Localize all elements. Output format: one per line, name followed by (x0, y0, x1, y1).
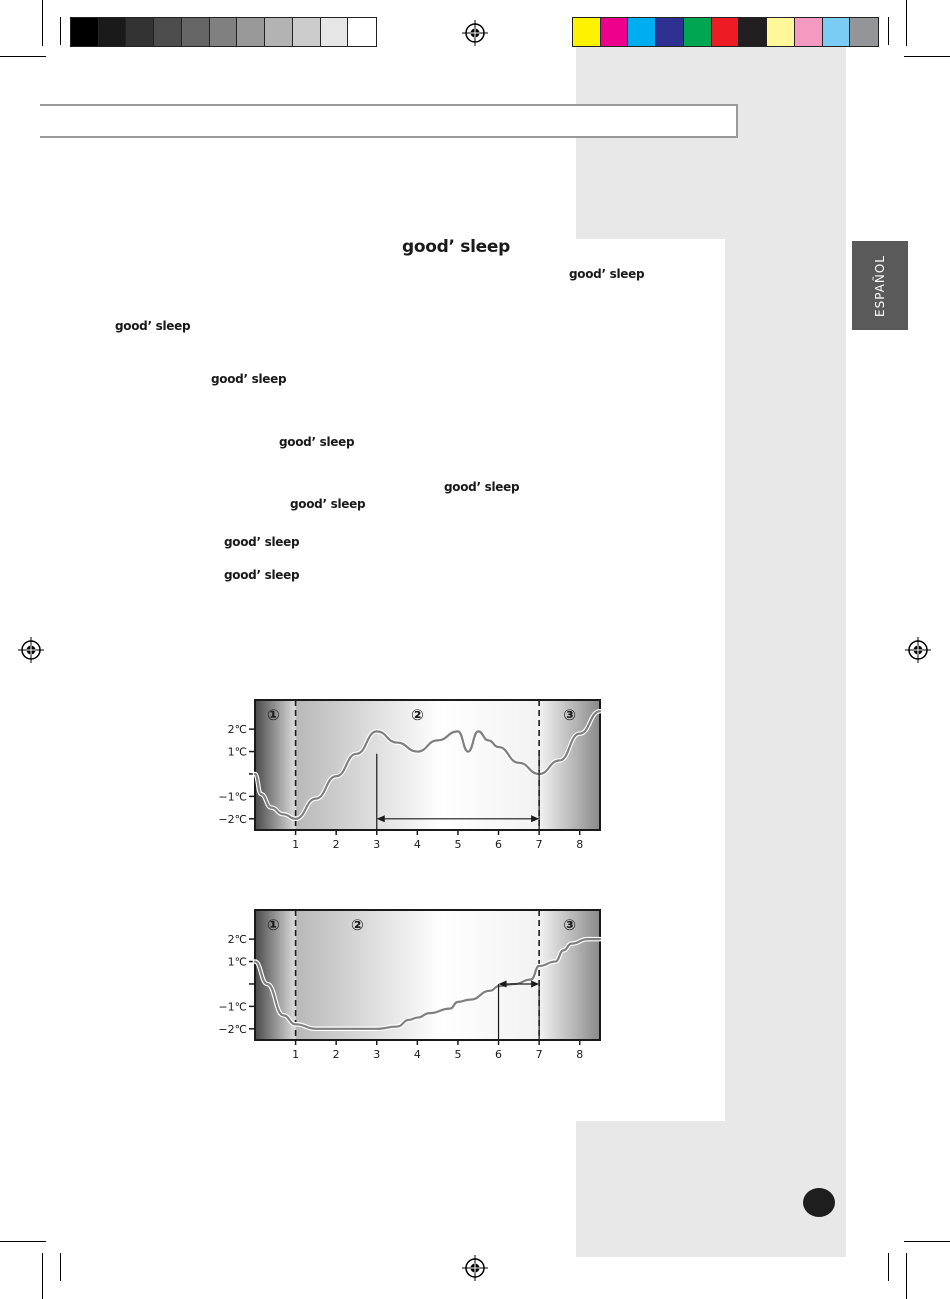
y-tick-label: 1℃ (227, 745, 247, 759)
y-tick-label: 1℃ (227, 955, 247, 969)
x-tick-label: 8 (576, 838, 584, 851)
color-swatch (767, 18, 795, 46)
phase-label: ② (351, 916, 364, 934)
good-sleep-term: good’ sleep (569, 267, 645, 281)
color-swatch (154, 18, 182, 46)
registration-target-icon (18, 637, 44, 663)
color-swatch (237, 18, 265, 46)
good-sleep-term: good’ sleep (290, 497, 366, 511)
x-tick-label: 6 (495, 838, 503, 851)
color-swatch (321, 18, 349, 46)
crop-mark (906, 1253, 907, 1299)
x-tick-label: 2 (332, 1048, 340, 1061)
good-sleep-term: good’ sleep (279, 435, 355, 449)
crop-mark (888, 1253, 889, 1281)
x-tick-label: 4 (413, 1048, 421, 1061)
crop-mark (42, 0, 43, 46)
y-tick-label: 2℃ (227, 723, 247, 737)
phase-label: ③ (563, 916, 576, 934)
x-tick-label: 4 (413, 838, 421, 851)
sleep-temperature-chart-heating (210, 900, 610, 1065)
x-tick-label: 8 (576, 1048, 584, 1061)
crop-mark (904, 1241, 950, 1242)
margin-panel (576, 47, 846, 239)
y-tick-label: −2℃ (218, 812, 247, 826)
x-tick-label: 2 (332, 838, 340, 851)
color-swatch (795, 18, 823, 46)
crop-mark (60, 17, 61, 45)
y-tick-label: −1℃ (218, 790, 247, 804)
language-tab-label: ESPAÑOL (873, 254, 887, 317)
crop-mark (906, 0, 907, 46)
x-tick-label: 1 (292, 838, 300, 851)
crop-mark (42, 1253, 43, 1299)
color-swatch (265, 18, 293, 46)
color-swatch (71, 18, 99, 46)
grayscale-color-bar (70, 17, 377, 47)
phase-label: ③ (563, 706, 576, 724)
color-swatch (684, 18, 712, 46)
phase-label: ② (411, 706, 424, 724)
crop-mark (0, 1241, 46, 1242)
margin-panel (576, 1121, 846, 1257)
section-title-bar (40, 104, 738, 138)
x-tick-label: 3 (373, 1048, 381, 1061)
registration-target-icon (905, 637, 931, 663)
x-tick-label: 5 (454, 1048, 462, 1061)
color-swatch (126, 18, 154, 46)
x-tick-label: 7 (535, 1048, 543, 1061)
color-swatch (293, 18, 321, 46)
color-swatch (628, 18, 656, 46)
color-swatch (850, 18, 878, 46)
good-sleep-term: good’ sleep (224, 568, 300, 582)
good-sleep-heading: good’ sleep (402, 237, 510, 257)
color-swatch (210, 18, 238, 46)
x-tick-label: 1 (292, 1048, 300, 1061)
x-tick-label: 3 (373, 838, 381, 851)
crop-mark (904, 56, 950, 57)
color-swatch (182, 18, 210, 46)
margin-panel (725, 239, 846, 1121)
process-color-bar (572, 17, 879, 47)
color-swatch (712, 18, 740, 46)
page-number-marker (803, 1188, 835, 1217)
crop-mark (888, 17, 889, 45)
sleep-temperature-chart-cooling (210, 690, 610, 855)
color-swatch (739, 18, 767, 46)
y-tick-label: −1℃ (218, 1000, 247, 1014)
good-sleep-term: good’ sleep (224, 535, 300, 549)
x-tick-label: 5 (454, 838, 462, 851)
y-tick-label: −2℃ (218, 1022, 247, 1036)
registration-target-icon (462, 1255, 488, 1281)
phase-label: ① (266, 916, 280, 934)
registration-target-icon (462, 20, 488, 46)
color-swatch (656, 18, 684, 46)
color-swatch (601, 18, 629, 46)
color-swatch (573, 18, 601, 46)
good-sleep-term: good’ sleep (211, 372, 287, 386)
color-swatch (348, 18, 376, 46)
phase-label: ① (266, 706, 280, 724)
color-swatch (823, 18, 851, 46)
x-tick-label: 7 (535, 838, 543, 851)
x-tick-label: 6 (495, 1048, 503, 1061)
crop-mark (60, 1253, 61, 1281)
crop-mark (0, 56, 46, 57)
y-tick-label: 2℃ (227, 933, 247, 947)
language-tab (852, 241, 908, 330)
good-sleep-term: good’ sleep (115, 319, 191, 333)
good-sleep-term: good’ sleep (444, 480, 520, 494)
color-swatch (99, 18, 127, 46)
phase-region-2 (296, 910, 540, 1040)
